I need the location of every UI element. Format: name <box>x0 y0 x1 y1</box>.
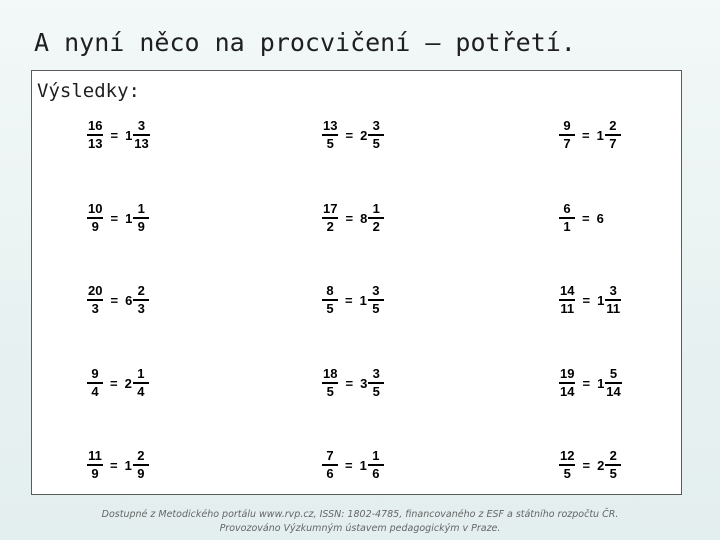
remainder-fraction <box>368 118 384 152</box>
improper-fraction <box>559 448 575 482</box>
equals-sign: = <box>582 210 590 226</box>
equals-sign: = <box>582 127 590 143</box>
equals-sign: = <box>582 457 591 473</box>
result-item <box>322 448 384 482</box>
result-item <box>87 366 149 400</box>
numerator: 11 <box>88 448 102 463</box>
remainder-fraction <box>368 448 384 482</box>
result-item <box>87 448 149 482</box>
improper-fraction <box>87 283 103 317</box>
denominator: 5 <box>563 466 571 481</box>
whole-part: 2 <box>360 127 368 143</box>
improper-fraction <box>322 118 338 152</box>
whole-part: 1 <box>359 457 367 473</box>
denominator: 5 <box>372 301 380 316</box>
denominator: 14 <box>606 384 621 399</box>
improper-fraction <box>87 448 103 482</box>
numerator: 17 <box>323 201 338 216</box>
equals-sign: = <box>582 375 591 391</box>
numerator: 8 <box>326 283 334 298</box>
whole-part: 2 <box>124 375 132 391</box>
remainder-fraction <box>133 283 149 317</box>
numerator: 3 <box>372 283 380 298</box>
denominator: 11 <box>560 301 575 316</box>
improper-fraction <box>559 201 575 235</box>
denominator: 3 <box>91 301 99 316</box>
equals-sign: = <box>345 457 353 473</box>
denominator: 2 <box>372 219 380 234</box>
denominator: 4 <box>91 384 99 399</box>
whole-part: 1 <box>125 210 133 226</box>
numerator: 12 <box>560 448 575 463</box>
numerator: 3 <box>137 118 146 133</box>
numerator: 7 <box>326 448 334 463</box>
improper-fraction <box>559 283 575 317</box>
equals-sign: = <box>345 375 354 391</box>
remainder-fraction <box>605 448 621 482</box>
result-item <box>322 283 384 317</box>
denominator: 5 <box>372 136 380 151</box>
remainder-fraction <box>368 283 384 317</box>
denominator: 13 <box>88 136 103 151</box>
denominator: 9 <box>91 219 99 234</box>
improper-fraction <box>87 366 103 400</box>
result-item <box>559 118 621 152</box>
whole-part: 1 <box>597 375 605 391</box>
whole-part: 1 <box>359 292 367 308</box>
numerator: 2 <box>609 448 617 463</box>
numerator: 1 <box>137 366 145 381</box>
denominator: 6 <box>326 466 334 481</box>
footer-note <box>90 508 630 536</box>
remainder-fraction <box>133 118 149 152</box>
result-item <box>87 118 150 152</box>
footer-line-2: Provozováno Výzkumným ústavem pedagogickým v Praze. <box>219 523 501 534</box>
denominator: 4 <box>137 384 145 399</box>
result-item <box>87 201 149 235</box>
remainder-fraction <box>133 366 149 400</box>
numerator: 18 <box>323 366 338 381</box>
denominator: 7 <box>609 136 617 151</box>
remainder-fraction <box>368 366 384 400</box>
improper-fraction <box>322 201 338 235</box>
denominator: 7 <box>563 136 571 151</box>
equals-sign: = <box>110 457 118 473</box>
numerator: 20 <box>88 283 103 298</box>
whole-part: 3 <box>360 375 368 391</box>
denominator: 9 <box>137 466 145 481</box>
whole-part: 6 <box>125 292 133 308</box>
improper-fraction <box>322 283 338 317</box>
numerator: 5 <box>609 366 618 381</box>
result-item <box>559 366 622 400</box>
numerator: 19 <box>560 366 575 381</box>
result-item <box>87 283 149 317</box>
denominator: 5 <box>326 301 334 316</box>
denominator: 5 <box>609 466 617 481</box>
result-item <box>322 118 384 152</box>
numerator: 2 <box>137 448 145 463</box>
whole-part: 8 <box>360 210 368 226</box>
equals-sign: = <box>110 375 118 391</box>
denominator: 2 <box>326 219 334 234</box>
whole-part: 2 <box>597 457 605 473</box>
numerator: 6 <box>563 201 571 216</box>
whole-part: 6 <box>596 210 604 226</box>
denominator: 1 <box>563 219 571 234</box>
numerator: 9 <box>563 118 571 133</box>
result-item <box>559 448 621 482</box>
denominator: 5 <box>326 384 334 399</box>
remainder-fraction <box>605 283 621 317</box>
equals-sign: = <box>345 127 354 143</box>
result-item <box>322 366 384 400</box>
denominator: 9 <box>137 219 145 234</box>
improper-fraction <box>322 366 338 400</box>
results-heading: Výsledky: <box>37 80 140 102</box>
equals-sign: = <box>110 210 119 226</box>
results-panel <box>31 70 682 495</box>
whole-part: 1 <box>596 127 604 143</box>
numerator: 3 <box>372 118 380 133</box>
result-item <box>559 283 621 317</box>
numerator: 16 <box>88 118 103 133</box>
denominator: 9 <box>91 466 99 481</box>
equals-sign: = <box>110 127 119 143</box>
denominator: 14 <box>560 384 575 399</box>
result-item <box>322 201 384 235</box>
numerator: 1 <box>137 201 145 216</box>
improper-fraction <box>87 201 103 235</box>
numerator: 14 <box>560 283 575 298</box>
remainder-fraction <box>133 448 149 482</box>
improper-fraction <box>87 118 103 152</box>
numerator: 13 <box>323 118 338 133</box>
improper-fraction <box>322 448 338 482</box>
equals-sign: = <box>110 292 119 308</box>
numerator: 2 <box>137 283 145 298</box>
remainder-fraction <box>368 201 384 235</box>
remainder-fraction <box>605 366 621 400</box>
numerator: 10 <box>88 201 103 216</box>
numerator: 1 <box>372 448 380 463</box>
remainder-fraction <box>605 118 621 152</box>
denominator: 5 <box>372 384 380 399</box>
improper-fraction <box>559 366 575 400</box>
whole-part: 1 <box>597 292 605 308</box>
equals-sign: = <box>345 210 354 226</box>
equals-sign: = <box>582 292 591 308</box>
numerator: 3 <box>372 366 380 381</box>
result-item <box>559 201 605 235</box>
numerator: 2 <box>609 118 617 133</box>
denominator: 3 <box>137 301 145 316</box>
equals-sign: = <box>345 292 353 308</box>
denominator: 13 <box>134 136 149 151</box>
denominator: 5 <box>326 136 334 151</box>
denominator: 11 <box>606 301 621 316</box>
numerator: 1 <box>372 201 380 216</box>
slide-title: A nyní něco na procvičení – potřetí. <box>34 28 576 57</box>
whole-part: 1 <box>124 457 132 473</box>
numerator: 9 <box>91 366 99 381</box>
footer-line-1: Dostupné z Metodického portálu www.rvp.cz, ISSN: 1802-4785, financovaného z ESF a státního rozpočtu ČR. <box>101 509 619 520</box>
improper-fraction <box>559 118 575 152</box>
remainder-fraction <box>133 201 149 235</box>
whole-part: 1 <box>125 127 133 143</box>
numerator: 3 <box>609 283 617 298</box>
denominator: 6 <box>372 466 380 481</box>
